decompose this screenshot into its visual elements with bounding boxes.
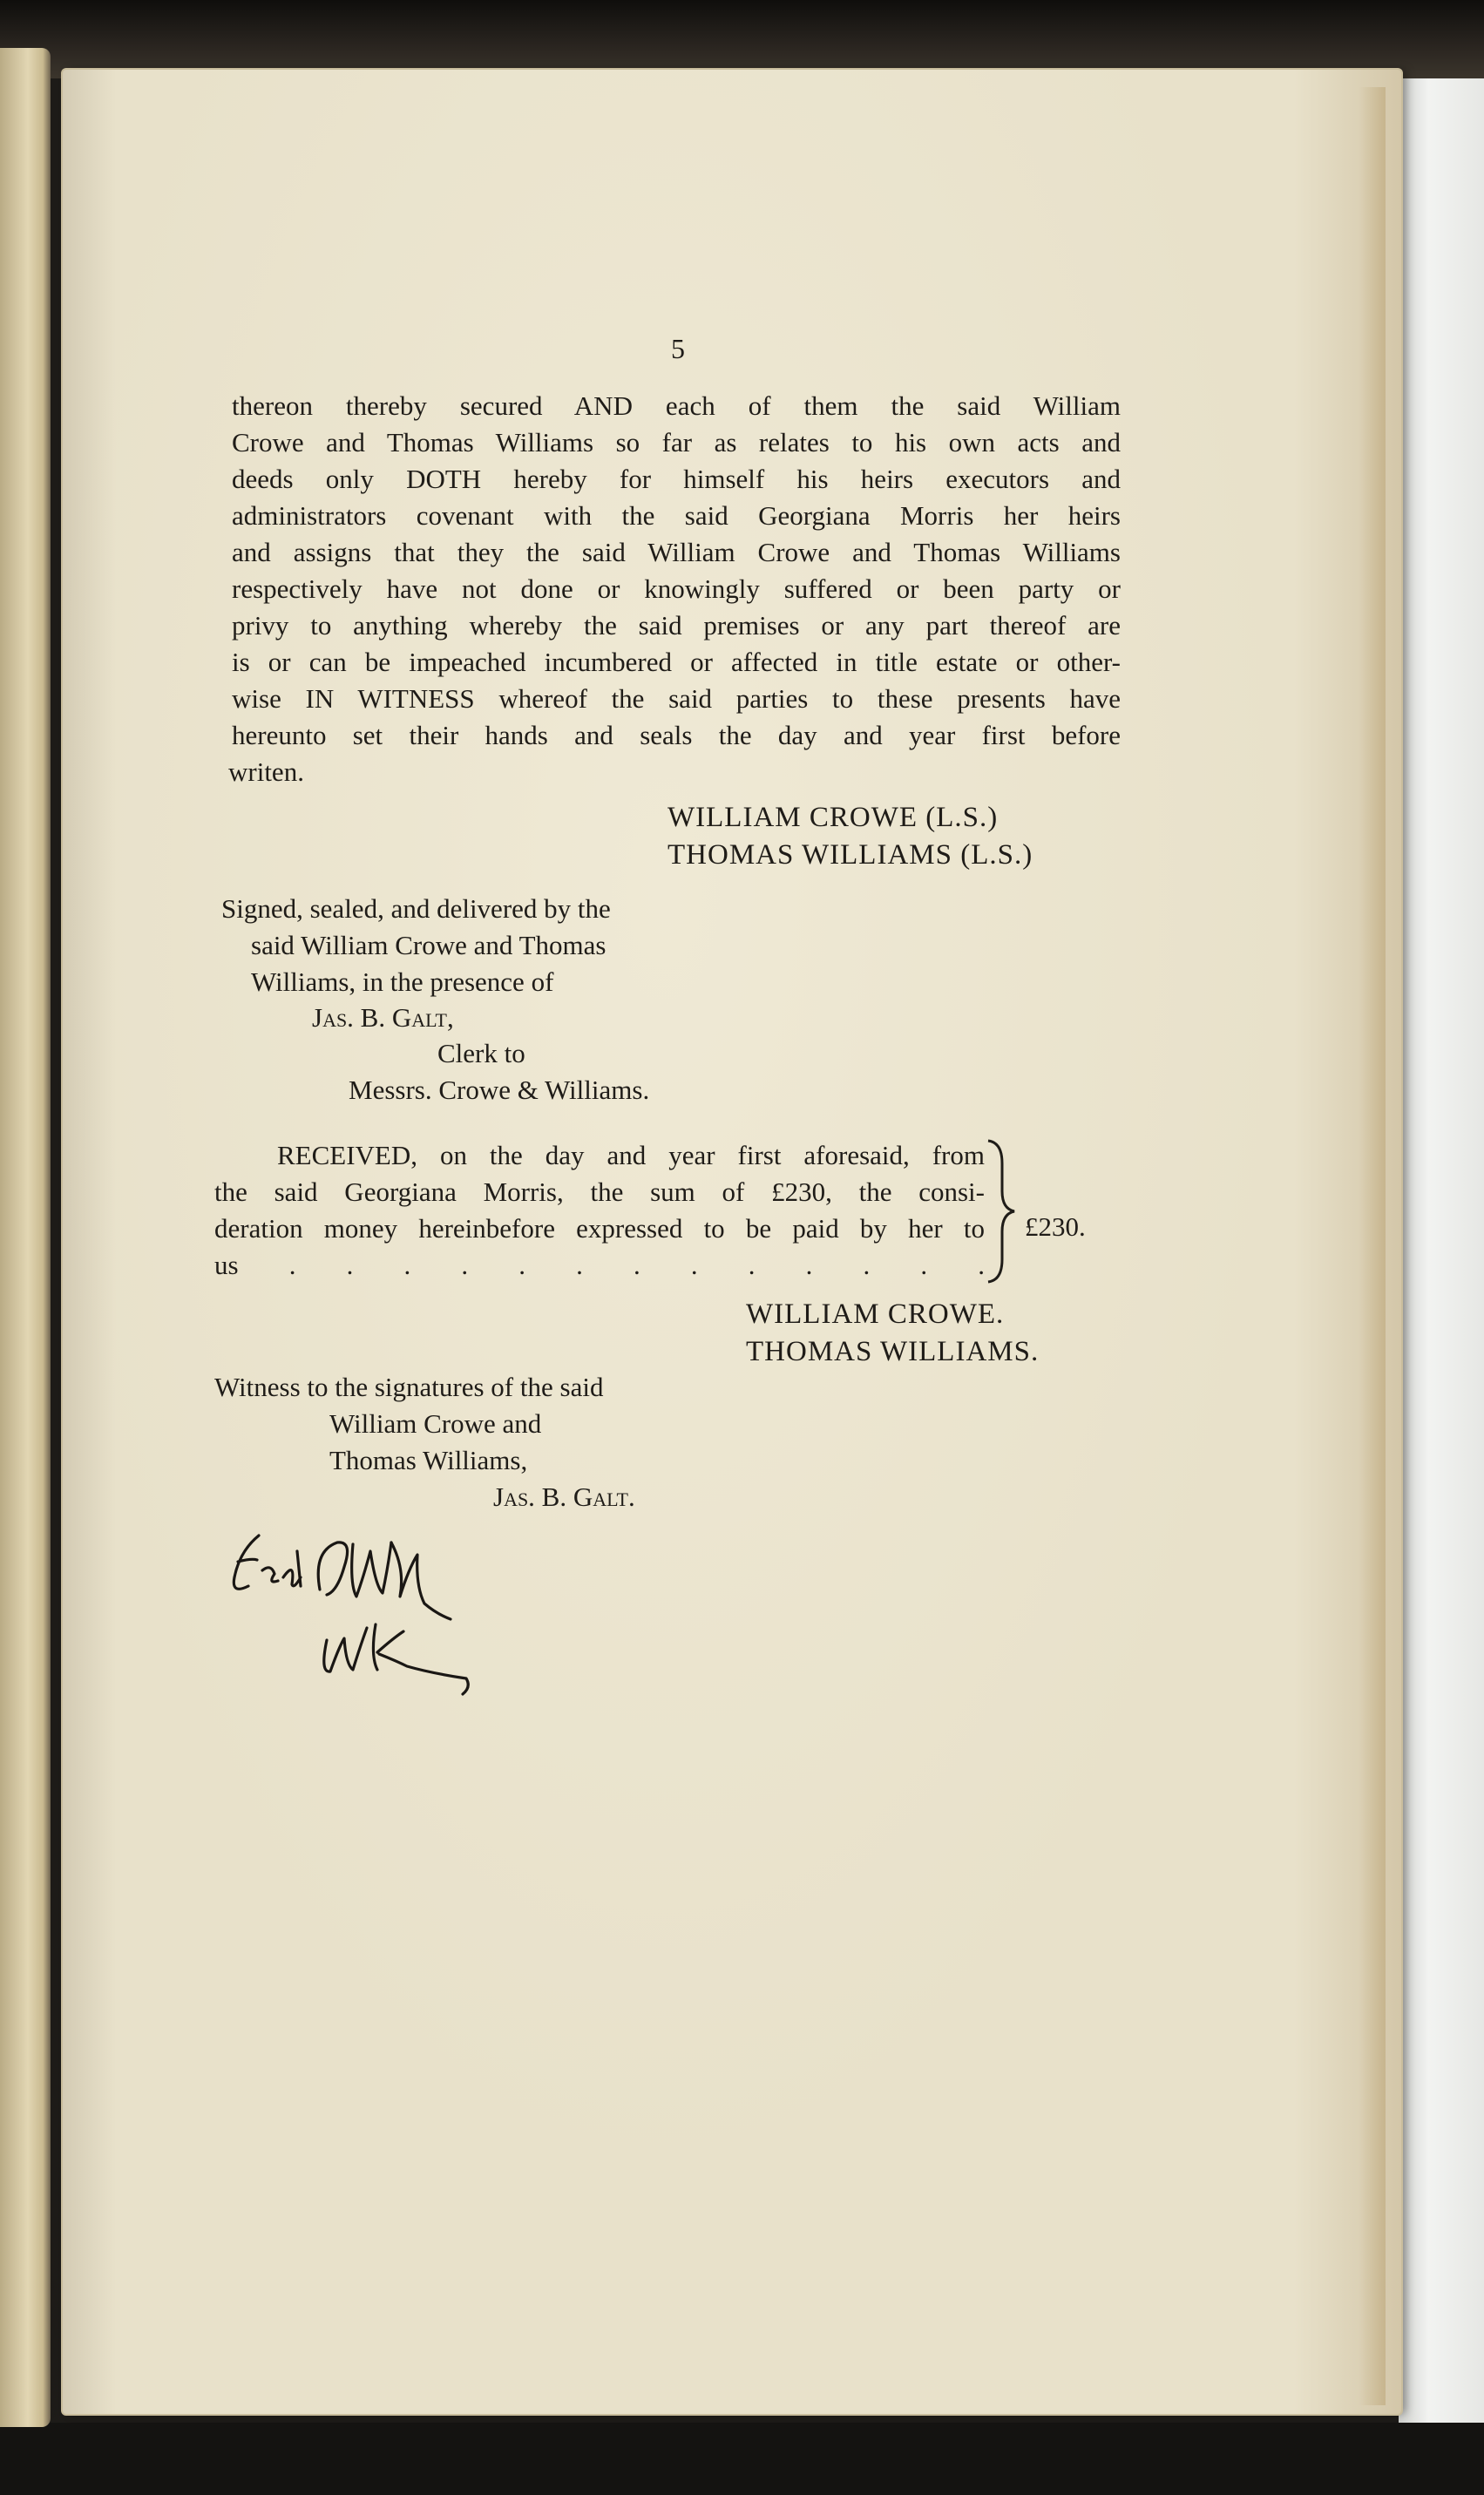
clause-line: respectively have not done or knowingly suffered or been party or: [232, 573, 1121, 604]
witness-line: Thomas Williams,: [329, 1445, 528, 1475]
handwritten-initials-signature: [222, 1516, 501, 1708]
clause-line: is or can be impeached incumbered or affected in title estate or other-: [232, 647, 1121, 677]
witness-firm: Messrs. Crowe & Williams.: [349, 1075, 650, 1105]
clause-line: wise IN WITNESS whereof the said parties to these presents have: [232, 683, 1121, 714]
signatory-name: WILLIAM CROWE.: [746, 1298, 1005, 1330]
page-number: 5: [671, 333, 685, 364]
page-edge-shadow: [1359, 87, 1386, 2405]
scan-backdrop-bottom: [0, 2423, 1484, 2495]
clause-line: writen.: [228, 756, 304, 787]
attestation-line: Signed, sealed, and delivered by the: [221, 893, 611, 924]
attestation-line: Williams, in the presence of: [251, 966, 554, 997]
scan-backdrop-right: [1399, 78, 1484, 2495]
witness-title: Clerk to: [437, 1038, 525, 1068]
facing-page-edge: [0, 48, 51, 2427]
receipt-line: the said Georgiana Morris, the sum of £230, the consi-: [214, 1176, 985, 1207]
scan-backdrop-top: [0, 0, 1484, 78]
clause-line: administrators covenant with the said Georgiana Morris her heirs: [232, 500, 1121, 531]
signatory-name: WILLIAM CROWE (L.S.): [667, 802, 999, 833]
clause-line: deeds only DOTH hereby for himself his heirs executors and: [232, 464, 1121, 494]
receipt-amount: £230.: [1025, 1211, 1086, 1242]
witness-name: Jas. B. Galt.: [493, 1481, 635, 1512]
witness-name: Jas. B. Galt,: [312, 1002, 454, 1033]
signatory-name: THOMAS WILLIAMS.: [746, 1336, 1040, 1367]
attestation-line: said William Crowe and Thomas: [251, 930, 606, 960]
curly-brace-icon: [983, 1137, 1018, 1285]
clause-line: and assigns that they the said William Crowe and Thomas Williams: [232, 537, 1121, 567]
receipt-line: RECEIVED, on the day and year first aforesaid, from: [277, 1140, 985, 1170]
witness-line: Witness to the signatures of the said: [214, 1372, 604, 1402]
receipt-line: deration money hereinbefore expressed to be paid by her to: [214, 1213, 985, 1244]
clause-line: thereon thereby secured AND each of them the said William: [232, 390, 1121, 421]
clause-line: Crowe and Thomas Williams so far as relates to his own acts and: [232, 427, 1121, 458]
clause-line: privy to anything whereby the said premises or any part thereof are: [232, 610, 1121, 641]
clause-line: hereunto set their hands and seals the day and year first before: [232, 720, 1121, 750]
signatory-name: THOMAS WILLIAMS (L.S.): [667, 839, 1033, 871]
receipt-line: us . . . . . . . . . . . . .: [214, 1250, 985, 1280]
witness-line: William Crowe and: [329, 1408, 542, 1439]
